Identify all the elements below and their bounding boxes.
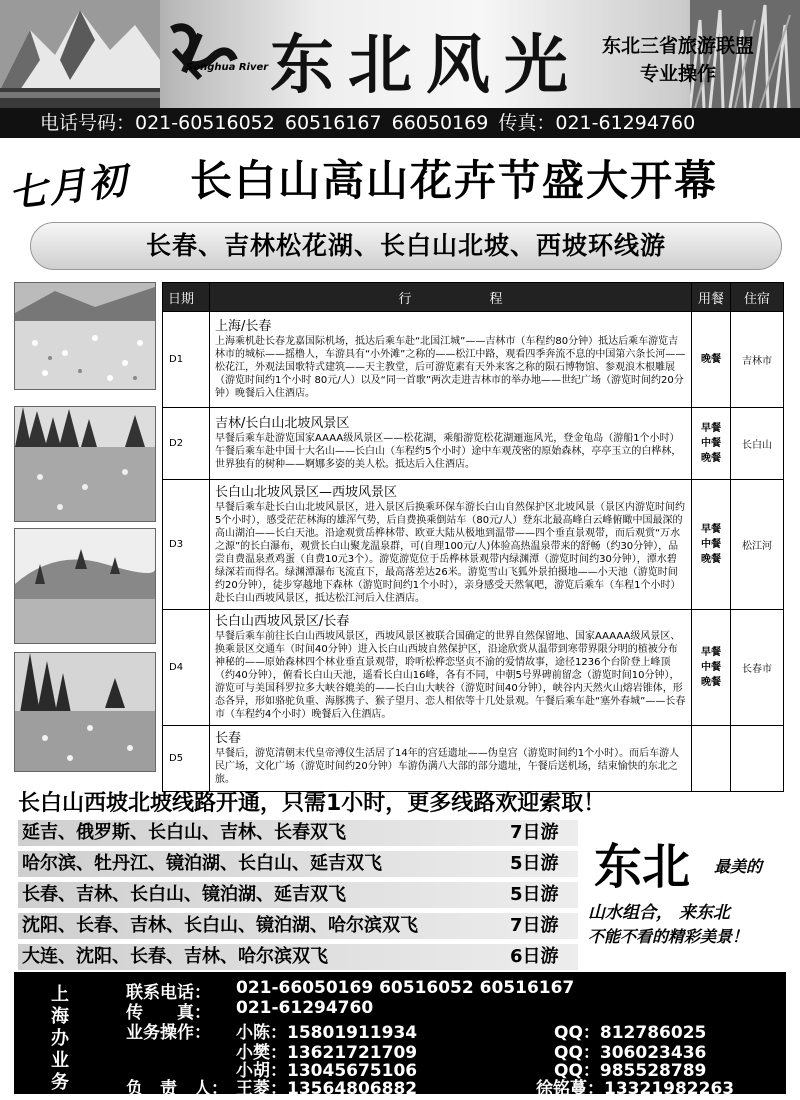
promo-line1: 最美的 xyxy=(714,857,763,876)
pine-meadow-photo xyxy=(14,652,156,772)
table-row xyxy=(163,408,784,480)
route-text: 早餐后乘车赴游览国家AAAA级风景区——松花湖，乘船游览松花湖逦迤风光，登金龟岛（游船1个小时）午餐后乘车赴中国十大名山——长白山（车程约5个小时）途中车观茂密的原始森林，亭亭玉立的白桦林，世界独有的树种——婀娜多姿的美人松。抵达后入住酒店。 xyxy=(215,433,682,470)
stay-cell xyxy=(731,726,784,792)
contact-label: 联系电话： xyxy=(126,983,211,1003)
list-item xyxy=(18,820,578,846)
manager-phone: 徐铭蔓：13321982263 xyxy=(536,1079,735,1099)
table-row xyxy=(163,480,784,610)
table-header-row xyxy=(163,283,784,312)
header-banner xyxy=(0,0,800,108)
mountain-photo xyxy=(0,0,160,108)
table-row xyxy=(163,610,784,726)
route-title: 长白山西坡风景区/长春 xyxy=(215,614,350,629)
table-row xyxy=(163,312,784,408)
logo-icon xyxy=(160,20,240,90)
brand-title: 东北风光 xyxy=(270,28,582,103)
headline-title: 长白山高山花卉节盛大开幕 xyxy=(190,156,719,205)
flower-meadow-photo xyxy=(14,282,156,390)
header-meal: 用餐 xyxy=(692,283,731,312)
header-day: 日期 xyxy=(163,283,210,312)
ops-label: 业务操作： xyxy=(126,1023,211,1043)
route-days: 5日游 xyxy=(510,884,559,905)
association-line: 东北三省旅游联盟 xyxy=(602,35,755,57)
route-list xyxy=(18,820,578,975)
route-text: 早餐后乘车前往长白山西坡风景区，西坡风景区被联合国确定的世界自然保留地、国家AAAAA级风景区、换乘景区交通车（时间40分钟）进入长白山西坡自然保护区，沿途欣赏从温带到寒带界限分明的植被分布神秘的——原始森林四个林业垂直景观带，聆听松桦恋坚贞不渝的爱情故事，途径1236个台阶登上峰顶（约40分钟），俯看长白山天池，遥看长白山16峰，各有不同，中朝5号界碑前留念（游览时间10分钟），游览可与美国科罗拉多大峡谷媲美的——长白山大峡谷（游览时间40分钟），峡谷内天然火山熔岩锥体，形态各异，形如骆驼负重、海豚携子、猴子望月、恋人相依等十几处景观。午餐后乘车赴“塞外春城”——长春市（车程约4个小时）晚餐后入住酒店。 xyxy=(215,631,686,720)
route-announcement: 长白山西坡北坡线路开通，只需1小时，更多线路欢迎索取！ xyxy=(18,791,606,816)
office-label: 上 海 办 业 务 xyxy=(51,984,69,1093)
list-item xyxy=(18,944,578,970)
route-subtitle: 长春、吉林松花湖、长白山北坡、西坡环线游 xyxy=(30,222,782,270)
meal-cell: 早餐 中餐 晚餐 xyxy=(692,480,731,610)
meal-cell xyxy=(692,726,731,792)
route-name: 沈阳、长春、吉林、长白山、镜泊湖、哈尔滨双飞 xyxy=(22,915,418,936)
route-title: 长春 xyxy=(215,731,242,746)
promo-line3: 不能不看的精彩美景！ xyxy=(588,927,749,946)
contact-footer xyxy=(14,972,786,1099)
promo-line2: 山水组合， 来东北 xyxy=(588,903,730,923)
list-item xyxy=(18,882,578,908)
promo-block xyxy=(584,828,794,958)
fax-label: 传 真： xyxy=(126,1003,211,1023)
route-cell xyxy=(210,312,692,408)
staff-qq: QQ：985528789 xyxy=(554,1061,707,1081)
table-row xyxy=(163,726,784,792)
day-cell: D1 xyxy=(163,312,210,408)
route-name: 延吉、俄罗斯、长白山、吉林、长春双飞 xyxy=(22,822,346,843)
meal-cell: 早餐 中餐 晚餐 xyxy=(692,408,731,480)
photo-image xyxy=(15,529,155,643)
route-text: 早餐后，游览清朝末代皇帝溥仪生活居了14年的宫廷遗址——伪皇宫（游览时间约1个小时）。而后车游人民广场，文化广场（游览时间约20分钟）车游伪满八大部的部分遗址，午餐后送机场，结束愉快的东北之旅。 xyxy=(215,748,680,785)
day-cell: D4 xyxy=(163,610,210,726)
route-name: 长春、吉林、长白山、镜泊湖、延吉双飞 xyxy=(22,884,346,905)
route-cell xyxy=(210,726,692,792)
day-cell: D2 xyxy=(163,408,210,480)
route-cell xyxy=(210,408,692,480)
meal-cell: 晚餐 xyxy=(692,312,731,408)
association-label xyxy=(602,32,754,88)
list-item xyxy=(18,851,578,877)
itinerary-table xyxy=(162,282,784,792)
route-cell xyxy=(210,480,692,610)
promo-title: 东北 xyxy=(594,839,691,895)
route-days: 5日游 xyxy=(510,853,559,874)
meal-cell: 早餐 中餐 晚餐 xyxy=(692,610,731,726)
staff-phone: 小陈：15801911934 xyxy=(236,1023,418,1043)
route-days: 6日游 xyxy=(510,946,559,967)
staff-phone: 小樊：13621721709 xyxy=(236,1043,418,1063)
route-cell xyxy=(210,610,692,726)
header-route: 行 程 xyxy=(210,283,692,312)
stay-cell: 长白山 xyxy=(731,408,784,480)
phone-bar: 电话号码：021-60516052 60516167 66050169 传真：021-61294760 xyxy=(0,108,800,138)
route-text: 上海乘机赴长春龙嘉国际机场，抵达后乘车赴“北国江城”——吉林市（车程约80分钟）抵达后乘车游览吉林市的城标——摇橹人，车游具有“小外滩”之称的——松江中路，观看四季奔流不息的中国第六条长河——松花江，外观法国歌特式建筑——天主教堂，后可游览素有天外来客之称的陨石博物馆、参观浪木根雕展（游览时间约1个小时 80元/人）以及“同一首歌”两次走进吉林市的举办地——世纪广场（游览时间约20分钟）晚餐后入住酒店。 xyxy=(215,336,686,399)
list-item xyxy=(18,913,578,939)
header-stay: 住宿 xyxy=(731,283,784,312)
logo-text: Songhua River xyxy=(186,62,269,73)
route-title: 吉林/长白山北坡风景区 xyxy=(215,416,350,431)
hill-meadow-photo xyxy=(14,528,156,644)
stay-cell: 吉林市 xyxy=(731,312,784,408)
route-days: 7日游 xyxy=(510,822,559,843)
day-cell: D5 xyxy=(163,726,210,792)
route-title: 长白山北坡风景区—西坡风景区 xyxy=(215,484,398,500)
staff-qq: QQ：306023436 xyxy=(554,1043,707,1063)
route-name: 哈尔滨、牡丹江、镜泊湖、长白山、延吉双飞 xyxy=(22,853,382,874)
photo-image xyxy=(15,283,155,389)
manager-phone: 王菱：13564806882 xyxy=(236,1079,418,1099)
route-text: 早餐后乘车赴长白山北坡风景区，进入景区后换乘环保车游长白山自然保护区北坡风景（景区内游览时间约5个小时），感受茫茫林海的雄浑气势，后自费换乘倒站车（80元/人）登东北最高峰白云峰俯瞰中国最深的高山湖泊——长白天池。沿途观赏岳桦林带、欧亚大陆从极地到温带——四个垂直景观带，而后观赏“万水之源”的长白瀑布，观赏长白山聚龙温泉群，可(自理100元/人)体验高热温泉带来的舒畅（约30分钟），品尝自费温泉煮鸡蛋（自费10元3个）。游览游览位于岳桦林景观带内绿渊潭（游览时间约30分钟），潭水碧绿深若而得名。绿渊潭瀑布飞流直下，最高落差达26米。游览雪山飞狐外景拍摄地——小天池（游览时间约20分钟），徒步穿越地下森林（游览时间约1个小时），亲身感受天然氧吧，游览后乘车（车程1个小时）赴长白山西坡风景区，抵达松江河后入住酒店。 xyxy=(215,501,685,604)
stay-cell: 松江河 xyxy=(731,480,784,610)
fax-number: 021-61294760 xyxy=(236,998,374,1018)
photo-image xyxy=(15,407,155,521)
manager-label: 负 责 人： xyxy=(126,1079,228,1099)
staff-qq: QQ：812786025 xyxy=(554,1023,707,1043)
photo-image xyxy=(15,653,155,771)
route-title: 上海/长春 xyxy=(215,319,272,334)
route-days: 7日游 xyxy=(510,915,559,936)
route-name: 大连、沈阳、长春、吉林、哈尔滨双飞 xyxy=(22,946,328,967)
staff-phone: 小胡：13045675106 xyxy=(236,1061,418,1081)
association-sub: 专业操作 xyxy=(640,63,717,85)
contact-phones: 021-66050169 60516052 60516167 xyxy=(236,978,575,998)
day-cell: D3 xyxy=(163,480,210,610)
forest-photo xyxy=(14,406,156,522)
july-tag: 七月初 xyxy=(6,156,131,217)
stay-cell: 长春市 xyxy=(731,610,784,726)
